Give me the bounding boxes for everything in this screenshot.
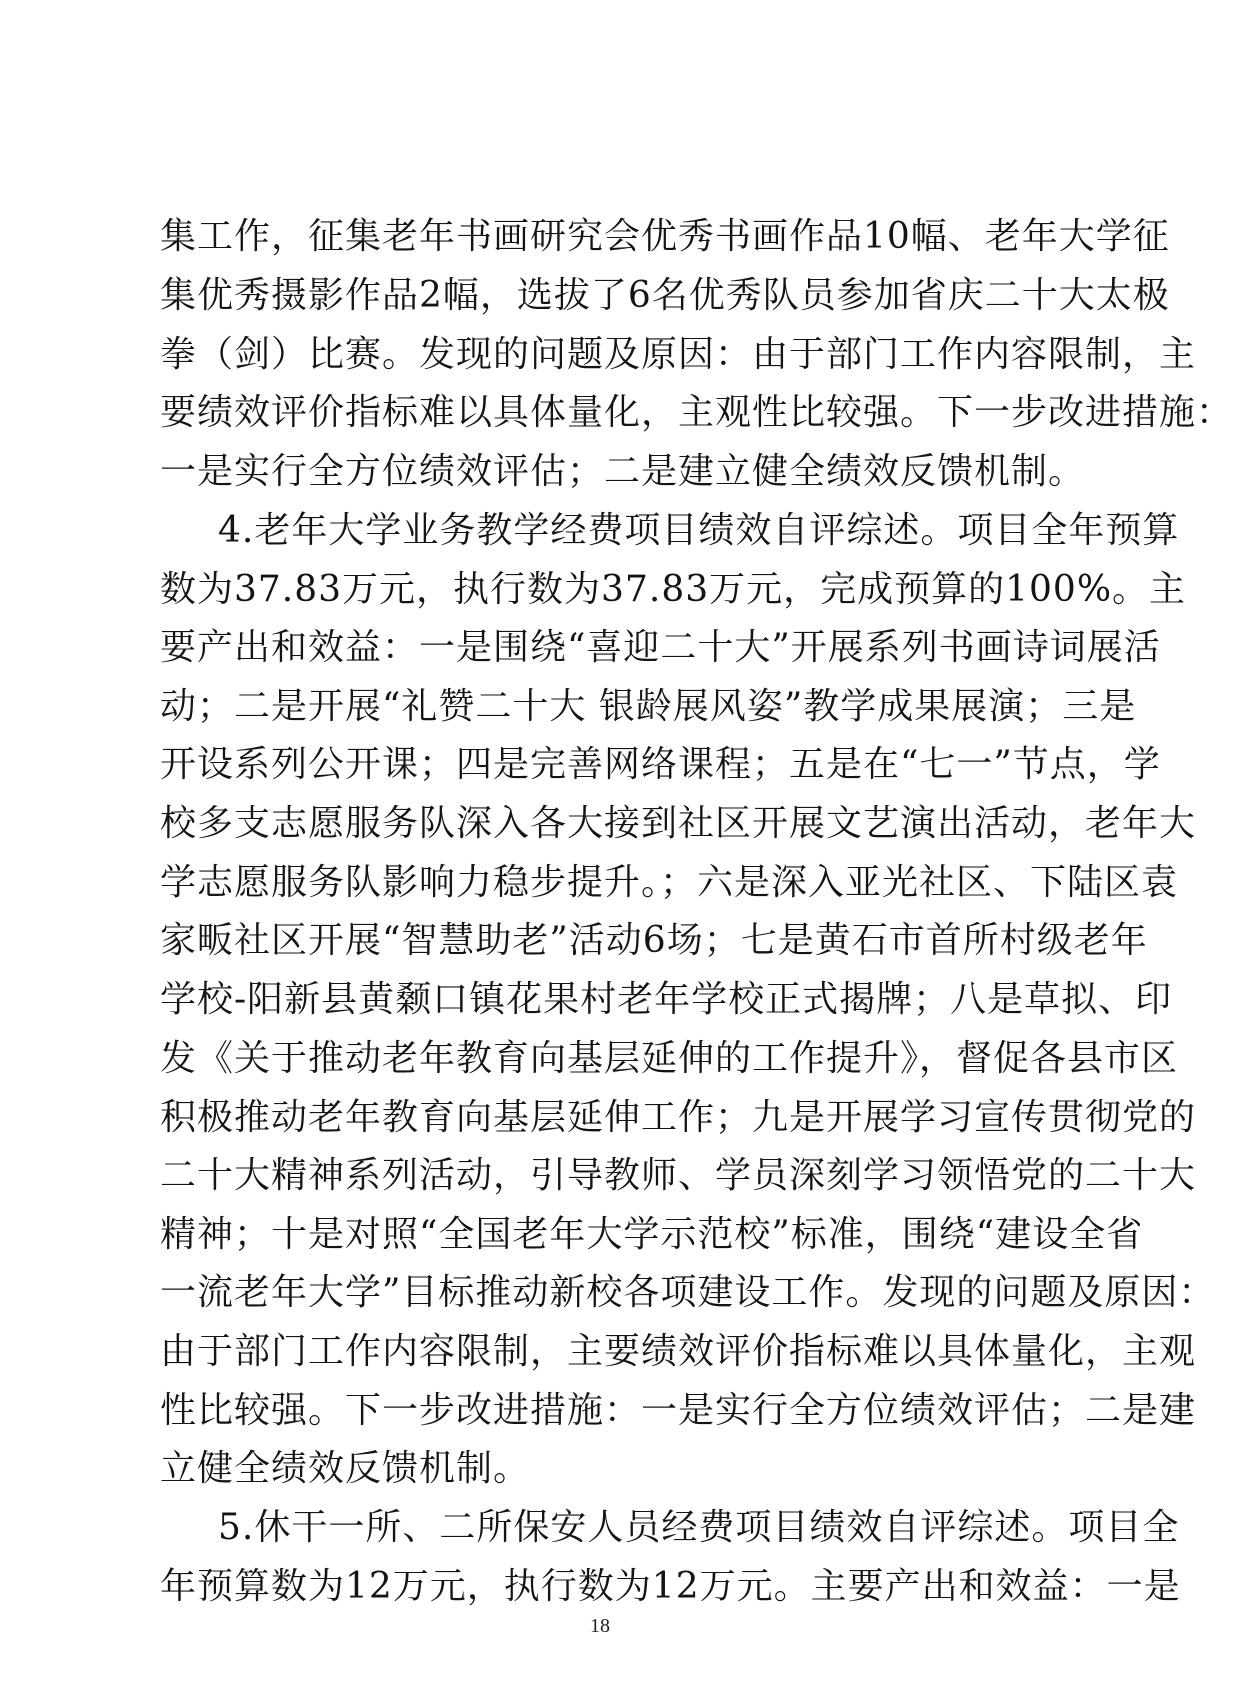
text-line: 4.老年大学业务教学经费项目绩效自评综述。项目全年预算 xyxy=(218,510,1180,551)
text-line: 要产出和效益：一是围绕“喜迎二十大”开展系列书画诗词展活 xyxy=(160,627,1161,668)
text-line: 开设系列公开课；四是完善网络课程；五是在“七一”节点，学 xyxy=(160,744,1161,785)
text-line: 由于部门工作内容限制，主要绩效评价指标难以具体量化，主观 xyxy=(160,1331,1197,1372)
text-line: 校多支志愿服务队深入各大接到社区开展文艺演出活动，老年大 xyxy=(160,803,1197,844)
text-line: 年预算数为12万元，执行数为12万元。主要产出和效益：一是 xyxy=(160,1566,1181,1607)
text-line: 立健全绩效反馈机制。 xyxy=(160,1448,531,1489)
text-line: 精神；十是对照“全国老年大学示范校”标准，围绕“建设全省 xyxy=(160,1214,1144,1255)
text-line: 5.休干一所、二所保安人员经费项目绩效自评综述。项目全 xyxy=(218,1507,1180,1548)
text-line: 发《关于推动老年教育向基层延伸的工作提升》，督促各县市区 xyxy=(160,1038,1179,1079)
text-line: 要绩效评价指标难以具体量化，主观性比较强。下一步改进措施： xyxy=(160,392,1233,433)
text-line: 一是实行全方位绩效评估；二是建立健全绩效反馈机制。 xyxy=(160,451,1086,492)
page-number: 18 xyxy=(590,1615,610,1637)
text-line: 拳（剑）比赛。发现的问题及原因：由于部门工作内容限制，主 xyxy=(160,334,1197,375)
text-line: 性比较强。下一步改进措施：一是实行全方位绩效评估；二是建 xyxy=(160,1390,1197,1431)
text-line: 二十大精神系列活动，引导教师、学员深刻学习领悟党的二十大 xyxy=(160,1155,1197,1196)
text-line: 家畈社区开展“智慧助老”活动6场；七是黄石市首所村级老年 xyxy=(160,920,1148,961)
text-line: 一流老年大学”目标推动新校各项建设工作。发现的问题及原因： xyxy=(160,1272,1216,1313)
text-line: 学志愿服务队影响力稳步提升。；六是深入亚光社区、下陆区袁 xyxy=(160,862,1179,903)
text-line: 数为37.83万元，执行数为37.83万元，完成预算的100%。主 xyxy=(160,569,1187,610)
text-line: 积极推动老年教育向基层延伸工作；九是开展学习宣传贯彻党的 xyxy=(160,1097,1197,1138)
text-line: 集优秀摄影作品2幅，选拔了6名优秀队员参加省庆二十大太极 xyxy=(160,275,1170,316)
text-line: 学校-阳新县黄颡口镇花果村老年学校正式揭牌；八是草拟、印 xyxy=(160,979,1173,1020)
text-line: 集工作，征集老年书画研究会优秀书画作品10幅、老年大学征 xyxy=(160,216,1170,257)
text-line: 动；二是开展“礼赞二十大 银龄展风姿”教学成果展演；三是 xyxy=(160,686,1137,727)
